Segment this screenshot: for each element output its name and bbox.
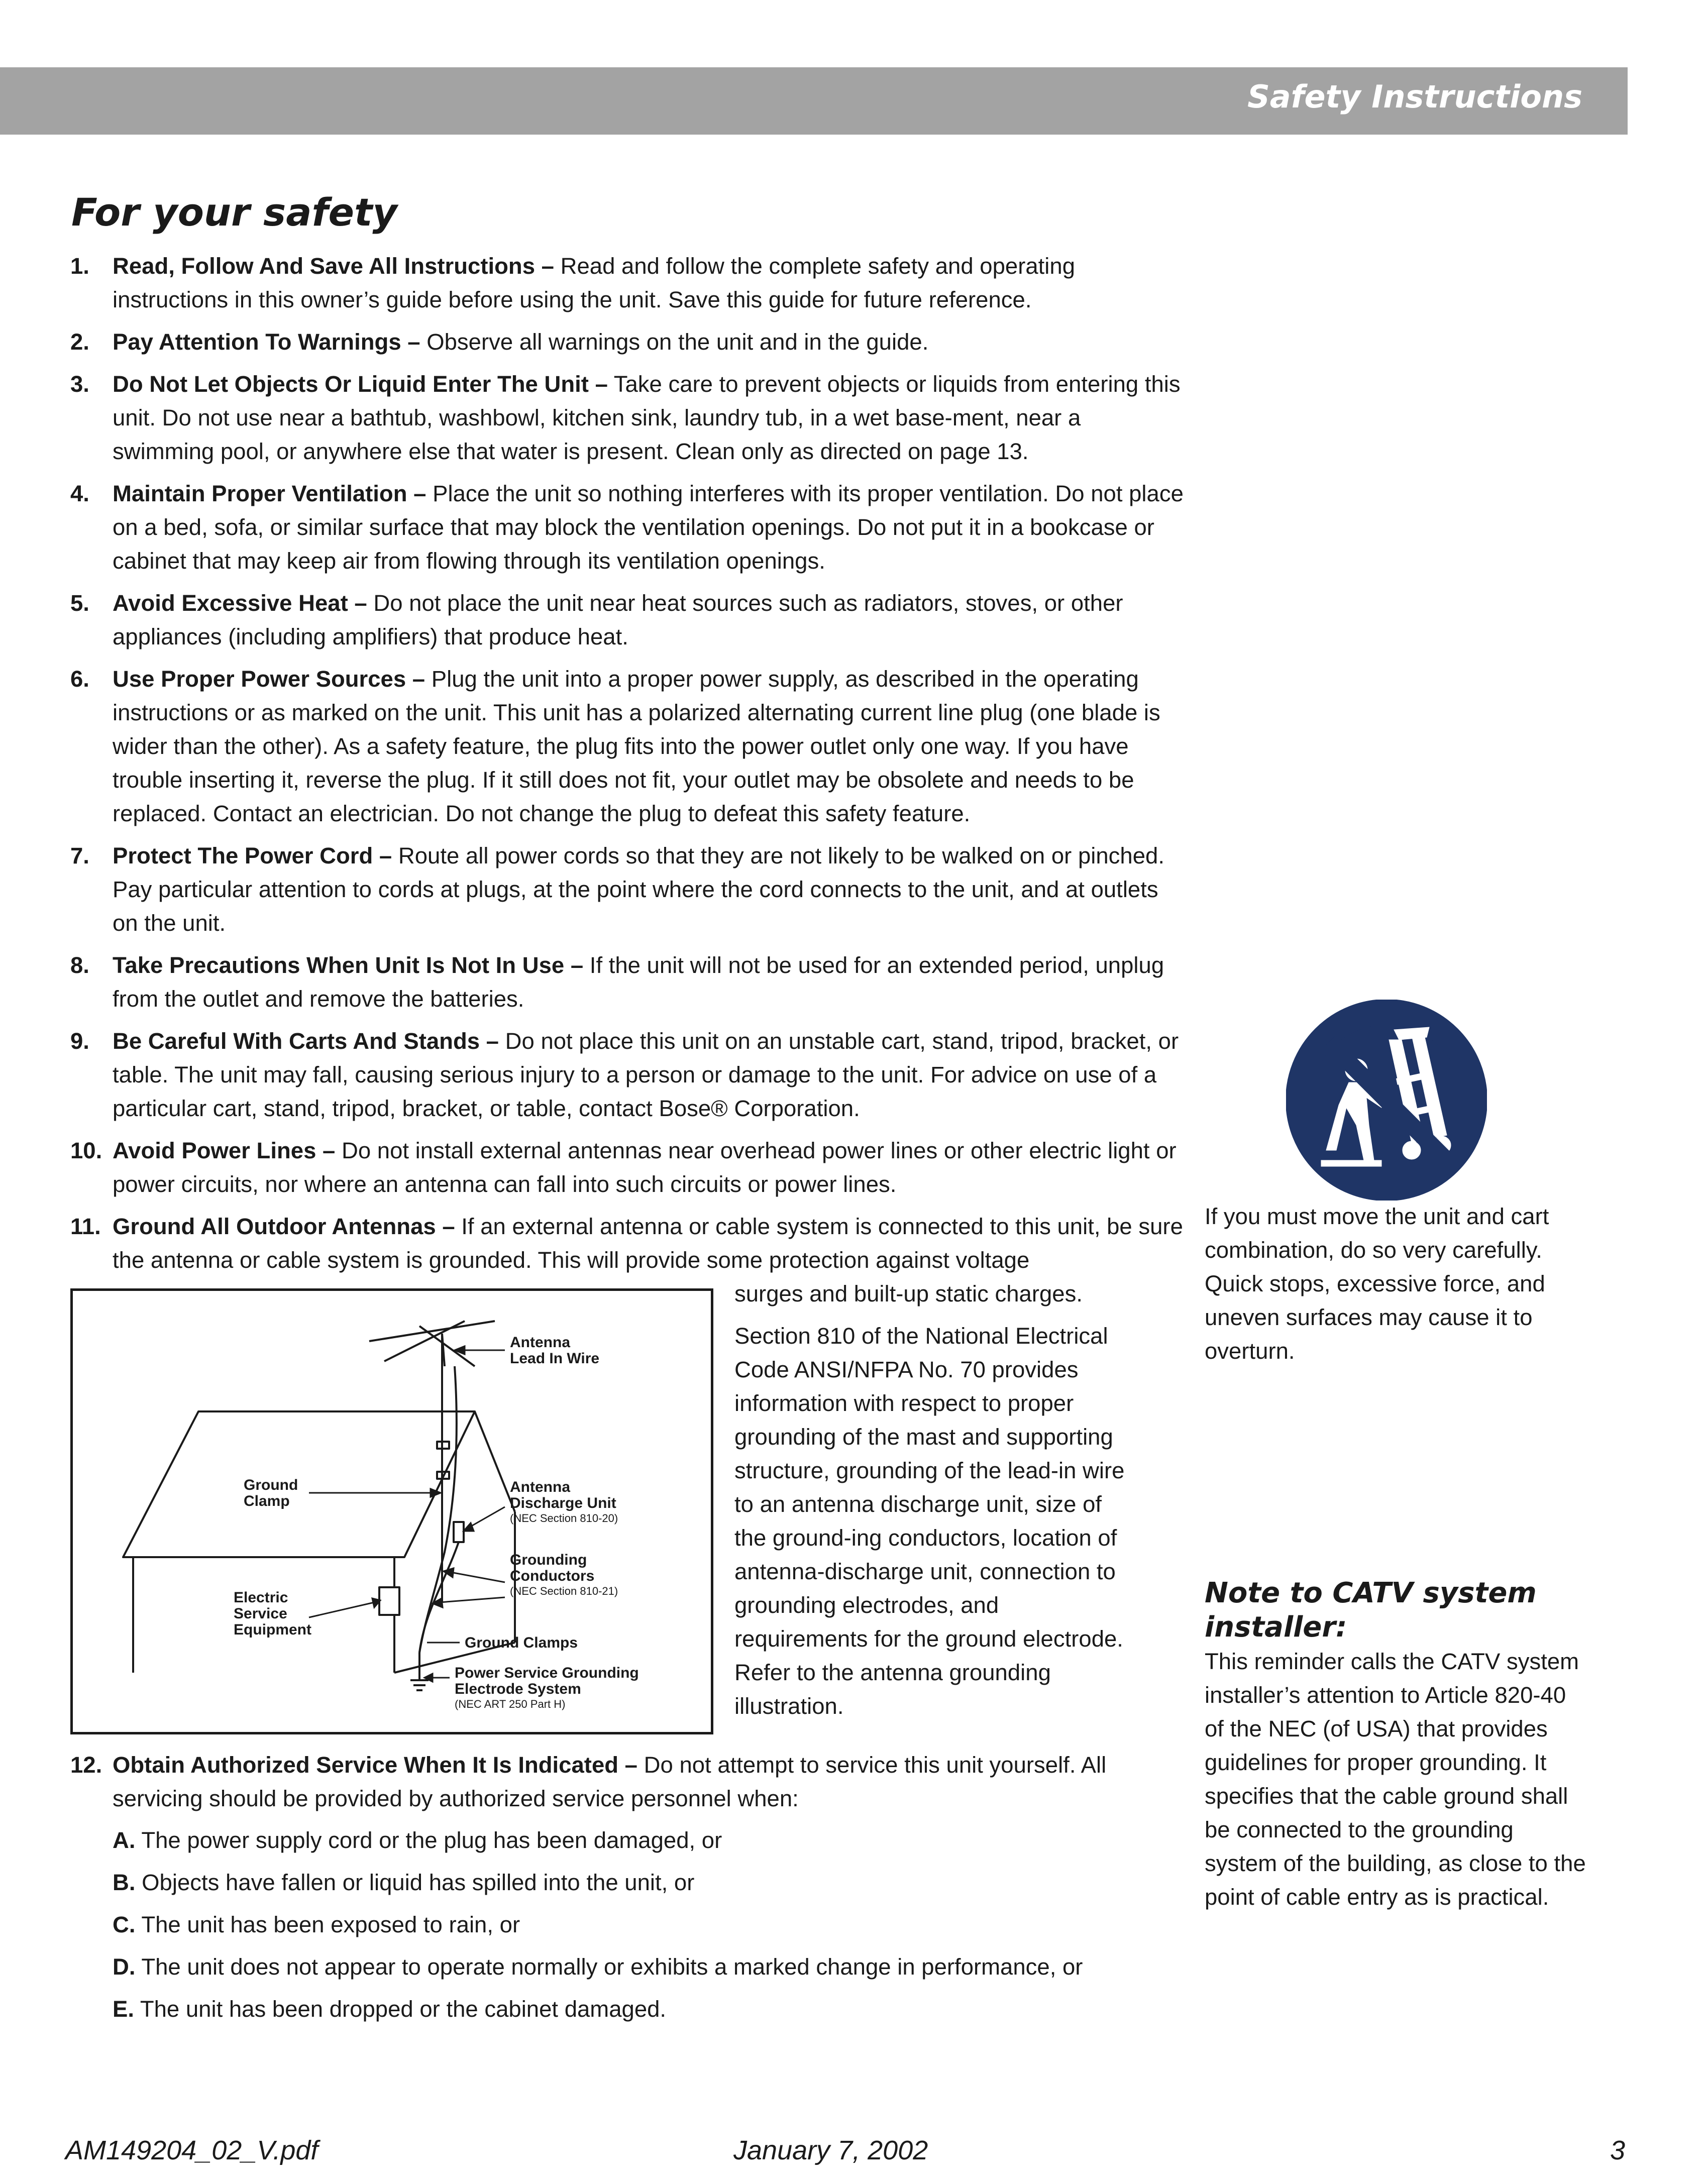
item11-continuation: surges and built-up static charges. — [734, 1281, 1083, 1306]
item-lead: Maintain Proper Ventilation – — [113, 481, 426, 506]
label-grounding-conductors: Grounding — [510, 1552, 587, 1568]
label-antenna-lead-2: Lead In Wire — [510, 1350, 600, 1367]
sub-item — [113, 1992, 1188, 2026]
sub-item — [113, 1823, 1188, 1857]
item-lead: Use Proper Power Sources – — [113, 666, 425, 692]
sub-text: The unit has been exposed to rain, or — [135, 1912, 520, 1937]
list-item — [70, 1748, 1188, 2026]
list-item — [70, 325, 1188, 359]
grounding-section — [113, 1277, 1188, 1748]
label-electric-service: Electric — [234, 1589, 288, 1606]
label-discharge-unit-2: Discharge Unit — [510, 1495, 616, 1511]
safety-list — [70, 249, 1188, 2034]
catv-heading: Note to CATV system installer: — [1205, 1577, 1537, 1644]
list-item — [70, 948, 1188, 1016]
sub-label: E. — [113, 1996, 134, 2022]
item-number: 5. — [70, 590, 89, 616]
list-item — [70, 586, 1188, 653]
item-number: 12. — [70, 1752, 102, 1778]
label-ground-clamps: Ground Clamps — [465, 1634, 578, 1651]
grounding-illustration — [73, 1291, 711, 1732]
item-text: Plug the unit into a proper power supply, as described in the operating instructions or as marked on the unit. This unit has a polarized alternating current line plug (one blade is wider than the other). As a safety feature, the plug fits into the power outlet only one way. If you have trouble inserting it, reverse the plug. If it still does not fit, your outlet may be obsolete and needs to be replaced. Contact an electrician. Do not change the plug to defeat this safety feature. — [113, 666, 1160, 826]
item-number: 9. — [70, 1028, 89, 1054]
label-electric-service-3: Equipment — [234, 1621, 311, 1638]
list-item — [70, 1134, 1188, 1201]
list-item — [70, 662, 1188, 830]
item-lead: Protect The Power Cord – — [113, 843, 392, 868]
page-title: For your safety — [71, 190, 397, 235]
item-number: 8. — [70, 952, 89, 978]
label-electric-service-2: Service — [234, 1605, 287, 1622]
item-lead: Take Precautions When Unit Is Not In Use – — [113, 952, 584, 978]
sub-item — [113, 1950, 1188, 1984]
list-item — [70, 1024, 1188, 1125]
sub-label: A. — [113, 1827, 136, 1853]
label-discharge-unit-nec: (NEC Section 810-20) — [510, 1512, 618, 1524]
item-number: 4. — [70, 481, 89, 506]
sub-text: Objects have fallen or liquid has spilled into the unit, or — [135, 1870, 695, 1895]
catv-note — [1205, 1576, 1586, 1914]
footer-date: January 7, 2002 — [733, 2135, 928, 2165]
item-lead: Pay Attention To Warnings – — [113, 329, 420, 355]
sub-text: The unit has been dropped or the cabinet damaged. — [134, 1996, 667, 2022]
sub-label: C. — [113, 1912, 136, 1937]
item-number: 3. — [70, 371, 89, 397]
item-text: If an external antenna or cable system is connected to this unit, be sure the antenna or cable system is grounded. This will provide some protection against voltage — [113, 1214, 1183, 1273]
item-text: Place the unit so nothing interferes with its proper ventilation. Do not place on a bed, sofa, or similar surface that may block the ventilation openings. Do not put it in a bookcase or cabinet that may keep air from flowing through its ventilation openings. — [113, 481, 1184, 574]
item-text: Read and follow the complete safety and operating instructions in this owner’s guide before using the unit. Save this guide for future reference. — [113, 253, 1076, 312]
item-lead: Avoid Power Lines – — [113, 1138, 336, 1163]
cart-caption-block — [1205, 1200, 1586, 1368]
item-text: Do not install external antennas near overhead power lines or other electric light or power circuits, nor where an antenna can fall into such circuits or power lines. — [113, 1138, 1177, 1197]
sub-text: The unit does not appear to operate normally or exhibits a marked change in performance, or — [135, 1954, 1083, 1980]
page-number: 3 — [1610, 2135, 1626, 2165]
item-text: Do not place the unit near heat sources such as radiators, stoves, or other appliances (including amplifiers) that produce heat. — [113, 590, 1123, 649]
sub-label: B. — [113, 1870, 136, 1895]
sub-text: The power supply cord or the plug has been damaged, or — [135, 1827, 722, 1853]
cart-warning-icon — [1286, 1000, 1487, 1201]
label-grounding-conductors-2: Conductors — [510, 1568, 595, 1584]
list-item — [70, 367, 1188, 468]
item-text: Route all power cords so that they are not likely to be walked on or pinched. Pay particular attention to cords at plugs, at the point where the cord connects to the unit, and at outlets on the unit. — [113, 843, 1164, 936]
item-lead: Do Not Let Objects Or Liquid Enter The Unit – — [113, 371, 608, 397]
header-title: Safety Instructions — [1247, 78, 1582, 115]
item-lead: Ground All Outdoor Antennas – — [113, 1214, 455, 1239]
footer-file: AM149204_02_V.pdf — [65, 2135, 318, 2165]
list-item — [70, 839, 1188, 940]
label-ground-clamp-2: Clamp — [244, 1493, 290, 1509]
item-lead: Obtain Authorized Service When It Is Indicated – — [113, 1752, 637, 1778]
catv-text: This reminder calls the CATV system installer’s attention to Article 820-40 of the NEC (of USA) that provides guidelines for proper grounding. It specifies that the cable ground shall be connected to the grounding system of the building, as close to the point of cable entry as is practical. — [1205, 1649, 1586, 1910]
cart-caption: If you must move the unit and cart combination, do so very carefully. Quick stops, excessive force, and uneven surfaces may cause it to overturn. — [1205, 1204, 1549, 1364]
item-number: 1. — [70, 253, 89, 279]
item-lead: Avoid Excessive Heat – — [113, 590, 367, 616]
label-ground-clamp: Ground — [244, 1477, 298, 1493]
item-number: 10. — [70, 1138, 102, 1163]
item-lead: Be Careful With Carts And Stands – — [113, 1028, 499, 1054]
item-text: Do not attempt to service this unit yourself. All servicing should be provided by authorized service personnel when: — [113, 1752, 1107, 1811]
item-number: 2. — [70, 329, 89, 355]
item-number: 7. — [70, 843, 89, 868]
list-item — [70, 1210, 1188, 1748]
nec-section-text: Section 810 of the National Electrical Code ANSI/NFPA No. 70 provides information with respect to proper grounding of the mast and supporting structure, grounding of the lead-in wire to an antenna discharge unit, size of the ground-ing conductors, location of antenna-discharge unit, connection to grounding electrodes, and requirements for the ground electrode. Refer to the antenna grounding illustration. — [734, 1323, 1125, 1719]
sub-item — [113, 1866, 1188, 1899]
item-text: Observe all warnings on the unit and in the guide. — [420, 329, 929, 355]
list-item — [70, 249, 1188, 316]
header-bar — [0, 67, 1628, 135]
service-conditions — [113, 1823, 1188, 2026]
list-item — [70, 477, 1188, 578]
sub-label: D. — [113, 1954, 136, 1980]
label-discharge-unit: Antenna — [510, 1479, 570, 1495]
label-power-service-nec: (NEC ART 250 Part H) — [455, 1698, 566, 1710]
label-power-service-2: Electrode System — [455, 1681, 581, 1697]
label-power-service: Power Service Grounding — [455, 1665, 639, 1681]
antenna-grounding-diagram — [70, 1288, 713, 1734]
grounding-text — [734, 1277, 1126, 1731]
label-grounding-conductors-nec: (NEC Section 810-21) — [510, 1585, 618, 1597]
sub-item — [113, 1908, 1188, 1941]
item-text: If the unit will not be used for an extended period, unplug from the outlet and remove the batteries. — [113, 952, 1164, 1012]
item-number: 11. — [70, 1214, 101, 1239]
item-lead: Read, Follow And Save All Instructions – — [113, 253, 554, 279]
item-text: Take care to prevent objects or liquids from entering this unit. Do not use near a bathtub, washbowl, kitchen sink, laundry tub, in a wet base-ment, near a swimming pool, or anywhere else that water is present. Clean only as directed on page 13. — [113, 371, 1181, 464]
footer — [0, 2135, 1708, 2175]
label-antenna-lead: Antenna — [510, 1334, 570, 1351]
item-text: Do not place this unit on an unstable cart, stand, tripod, bracket, or table. The unit may fall, causing serious injury to a person or damage to the unit. For advice on use of a particular cart, stand, tripod, bracket, or table, contact Bose® Corporation. — [113, 1028, 1179, 1121]
item-number: 6. — [70, 666, 89, 692]
